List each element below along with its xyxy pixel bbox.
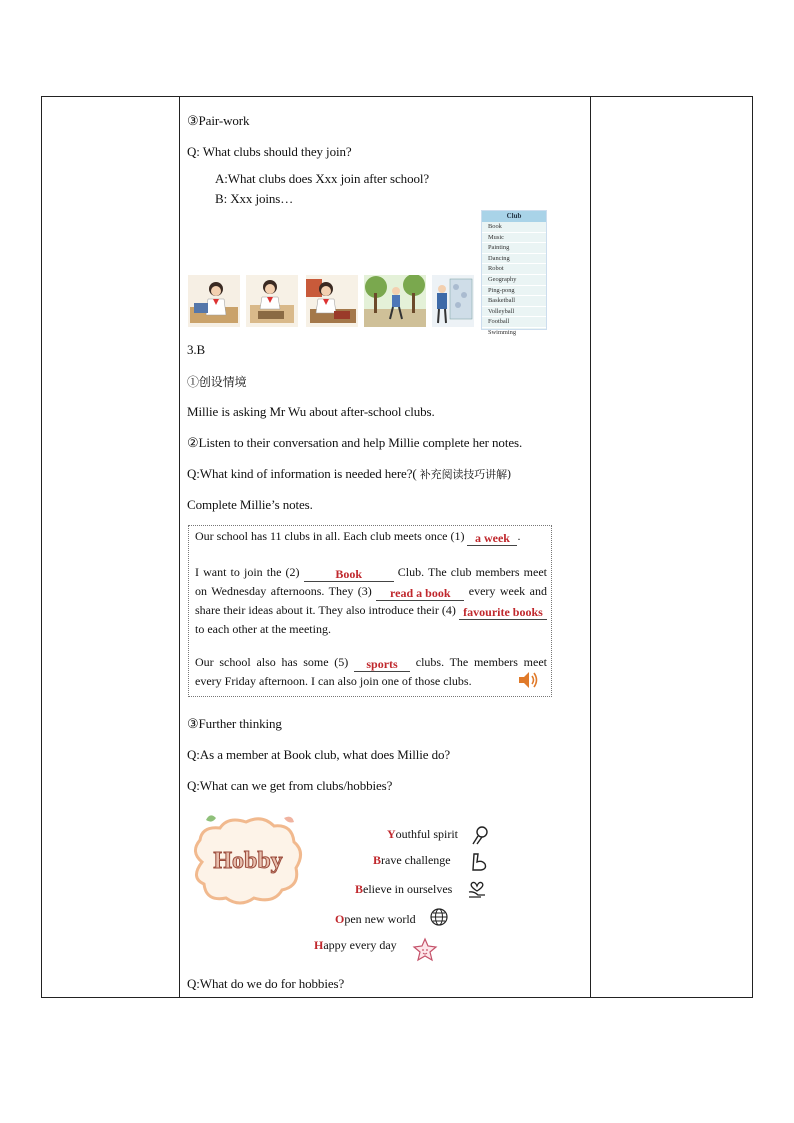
further-question-3: Q:What do we do for hobbies? bbox=[187, 976, 345, 991]
answer-1: a week bbox=[474, 531, 510, 545]
notes-paragraph-3 bbox=[195, 653, 547, 690]
notes-text: to each other at the meeting. bbox=[195, 622, 331, 636]
notes-text: Club. The club members meet on Wednesday afternoons. They (3) bbox=[195, 565, 547, 598]
answer-2: Book bbox=[335, 567, 363, 581]
boy-robot-illustration bbox=[432, 275, 474, 327]
girl-painting-illustration bbox=[246, 275, 298, 327]
blank-3 bbox=[376, 582, 464, 601]
club-list-item: Painting bbox=[482, 243, 546, 254]
notes-paragraph-1 bbox=[195, 527, 547, 546]
notes-text: I want to join the (2) bbox=[195, 565, 304, 579]
club-list-item: Music bbox=[482, 233, 546, 244]
club-list-item: Football bbox=[482, 317, 546, 328]
section-3b-situation: ①创设情境 bbox=[187, 375, 247, 389]
acrostic-letter: Y bbox=[387, 827, 396, 841]
notes-text: . bbox=[517, 529, 521, 543]
acrostic-text: elieve in ourselves bbox=[363, 882, 453, 896]
club-list-item: Book bbox=[482, 222, 546, 233]
blank-1 bbox=[467, 527, 517, 546]
club-list-item: Swimming bbox=[482, 328, 546, 339]
club-list-item: Geography bbox=[482, 275, 546, 286]
section-3b-question-en: Q:What kind of information is needed here?( bbox=[187, 466, 417, 481]
notes-text: Our school also has some (5) bbox=[195, 655, 355, 669]
acrostic-letter: B bbox=[373, 853, 382, 867]
acrostic-text: rave challenge bbox=[381, 853, 451, 867]
answer-3: read a book bbox=[390, 586, 451, 600]
club-list-item: Volleyball bbox=[482, 307, 546, 318]
pair-work-line-a: A:What clubs does Xxx join after school? bbox=[215, 171, 430, 186]
acrostic-text: appy every day bbox=[323, 938, 397, 952]
acrostic-line-5 bbox=[314, 938, 397, 953]
millie-notes-box bbox=[188, 525, 552, 697]
lesson-table bbox=[41, 96, 753, 998]
acrostic-line-1 bbox=[387, 827, 458, 842]
club-list-header: Club bbox=[482, 211, 546, 222]
section-3b-complete: Complete Millie’s notes. bbox=[187, 497, 313, 512]
star-face-icon bbox=[412, 937, 438, 963]
acrostic-text: outhful spirit bbox=[395, 827, 459, 841]
club-list-item: Dancing bbox=[482, 254, 546, 265]
section-3b-listen: ②Listen to their conversation and help Millie complete her notes. bbox=[187, 435, 523, 450]
notes-text: every week and share their ideas about it. They also introduce their (4) bbox=[195, 584, 547, 617]
boy-outdoors-illustration bbox=[364, 275, 426, 327]
acrostic-letter: H bbox=[314, 938, 324, 952]
hobby-title: Hobby bbox=[213, 848, 283, 874]
girl-laptop-illustration bbox=[188, 275, 240, 327]
section-3b-intro: Millie is asking Mr Wu about after-school clubs. bbox=[187, 404, 435, 419]
acrostic-letter: O bbox=[335, 912, 345, 926]
heart-hand-icon bbox=[466, 878, 488, 900]
hobby-cloud-graphic bbox=[188, 812, 308, 907]
notes-paragraph-2 bbox=[195, 563, 547, 638]
pair-work-line-b: B: Xxx joins… bbox=[215, 191, 294, 206]
section-3b-question-cn: 补充阅读技巧讲解) bbox=[419, 468, 512, 481]
girl-reading-illustration bbox=[306, 275, 358, 327]
acrostic-text: pen new world bbox=[344, 912, 416, 926]
notes-text: Our school has 11 clubs in all. Each club meets once (1) bbox=[195, 529, 468, 543]
answer-5: sports bbox=[366, 657, 398, 671]
students-illustration-strip bbox=[188, 275, 474, 327]
blank-5 bbox=[354, 653, 410, 672]
pair-work-heading: ③Pair-work bbox=[187, 113, 250, 128]
acrostic-letter: B bbox=[355, 882, 364, 896]
globe-icon bbox=[428, 906, 450, 928]
flexed-arm-icon bbox=[468, 851, 490, 873]
column-divider-right bbox=[590, 97, 591, 997]
answer-4: favourite books bbox=[463, 605, 543, 619]
club-list-item: Robot bbox=[482, 264, 546, 275]
runner-icon bbox=[470, 825, 492, 847]
acrostic-line-4 bbox=[335, 912, 416, 927]
blank-2 bbox=[304, 563, 394, 582]
club-list-table bbox=[481, 210, 547, 336]
section-3b-question bbox=[187, 466, 511, 482]
column-divider-left bbox=[179, 97, 180, 997]
club-list-item: Ping-pong bbox=[482, 286, 546, 297]
further-heading: ③Further thinking bbox=[187, 716, 282, 731]
further-question-2: Q:What can we get from clubs/hobbies? bbox=[187, 778, 393, 793]
speaker-icon[interactable] bbox=[517, 670, 539, 690]
notes-text: clubs. The members meet every Friday afternoon. I can also join one of those clubs. bbox=[195, 655, 548, 688]
acrostic-line-3 bbox=[355, 882, 452, 897]
pair-work-question: Q: What clubs should they join? bbox=[187, 144, 352, 159]
club-list-item: Basketball bbox=[482, 296, 546, 307]
section-3b-label: 3.B bbox=[187, 342, 206, 357]
further-question-1: Q:As a member at Book club, what does Millie do? bbox=[187, 747, 451, 762]
acrostic-line-2 bbox=[373, 853, 451, 868]
blank-4 bbox=[459, 601, 547, 620]
